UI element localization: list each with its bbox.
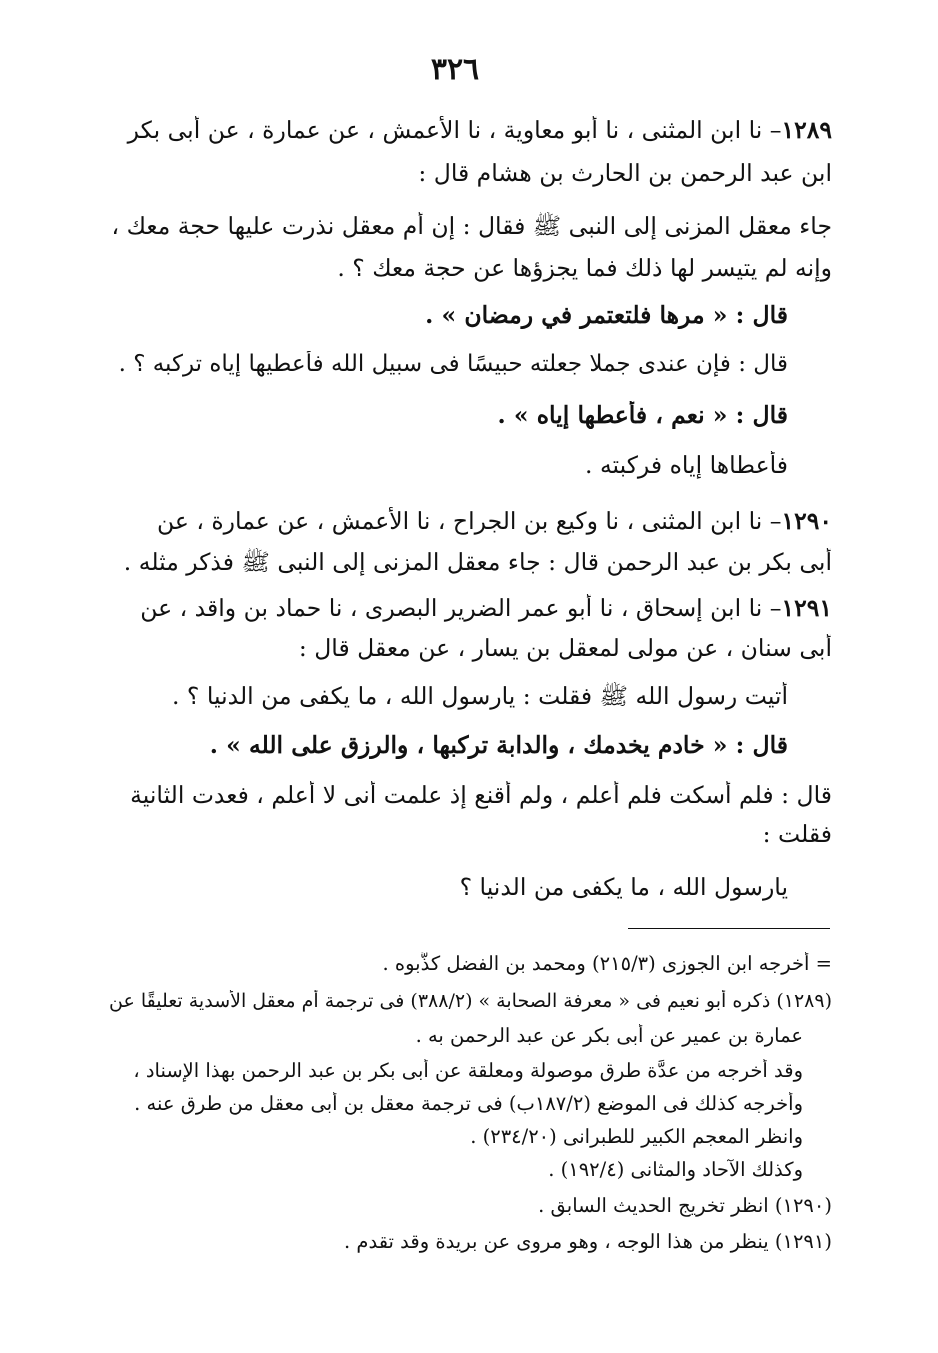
footnote-line-2: (١٢٨٩) ذكره أبو نعيم فى « معرفة الصحابة » (٣٨٨/٢) فى ترجمة أم معقل الأسدية تعليقًا عن — [108, 990, 832, 1012]
hadith-1289-line-7: قال : « نعم ، فأعطها إياه » . — [497, 401, 788, 429]
hadith-1291-line-3: أتيت رسول الله ﷺ فقلت : يارسول الله ، ما يكفى من الدنيا ؟ . — [171, 682, 788, 710]
footnote-line-1: = أخرجه ابن الجوزى (٢١٥/٣) ومحمد بن الفضل كذَّبوه . — [382, 952, 832, 975]
hadith-text: – نا ابن المثنى ، نا وكيع بن الجراح ، نا الأعمش ، عن عمارة ، عن — [156, 507, 782, 535]
footnote-line-6: وانظر المعجم الكبير للطبرانى (٢٣٤/٢٠) . — [470, 1125, 803, 1148]
hadith-number: ١٢٨٩ — [781, 116, 832, 144]
page-number: ٣٢٦ — [430, 52, 480, 87]
footnote-line-3: عمارة بن عمير عن أبى بكر عن عبد الرحمن به . — [415, 1024, 803, 1047]
hadith-1291-line-1 — [112, 594, 832, 622]
hadith-text: – نا ابن المثنى ، نا أبو معاوية ، نا الأعمش ، عن عمارة ، عن أبى بكر — [127, 116, 782, 144]
footnote-line-9: (١٢٩١) ينظر من هذا الوجه ، وهو مروى عن بريدة وقد تقدم . — [343, 1230, 832, 1253]
hadith-number: ١٢٩٠ — [781, 507, 832, 535]
footnote-line-8: (١٢٩٠) انظر تخريج الحديث السابق . — [538, 1194, 832, 1217]
hadith-1290-line-2: أبى بكر بن عبد الرحمن قال : جاء معقل المزنى إلى النبى ﷺ فذكر مثله . — [123, 548, 832, 576]
hadith-1290-line-1 — [112, 507, 832, 535]
hadith-1291-line-7: يارسول الله ، ما يكفى من الدنيا ؟ — [459, 873, 788, 901]
footnote-line-5: وأخرجه كذلك فى الموضع (١٨٧/٢ب) فى ترجمة معقل بن أبى معقل من طرق عنه . — [134, 1092, 803, 1115]
hadith-1289-line-2: ابن عبد الرحمن بن الحارث بن هشام قال : — [418, 159, 832, 187]
footnote-divider — [628, 928, 830, 929]
footnote-line-4: وقد أخرجه من عدَّة طرق موصولة ومعلقة عن أبى بكر بن عبد الرحمن بهذا الإسناد ، — [133, 1059, 803, 1082]
hadith-1291-line-4: قال : « خادم يخدمك ، والدابة تركبها ، والرزق على الله » . — [209, 731, 788, 759]
hadith-text: – نا ابن إسحاق ، نا أبو عمر الضرير البصرى ، نا حماد بن واقد ، عن — [140, 594, 782, 622]
hadith-1289-line-4: وإنه لم يتيسر لها ذلك فما يجزؤها عن حجة معك ؟ . — [337, 254, 832, 282]
hadith-1291-line-2: أبى سنان ، عن مولى لمعقل بن يسار ، عن معقل قال : — [298, 634, 832, 662]
hadith-1289-line-3: جاء معقل المزنى إلى النبى ﷺ فقال : إن أم معقل نذرت عليها حجة معك ، — [112, 212, 832, 240]
hadith-1291-line-6: فقلت : — [762, 820, 832, 848]
footnote-line-7: وكذلك الآحاد والمثانى (١٩٢/٤) . — [548, 1158, 803, 1181]
hadith-1289-line-8: فأعطاها إياه فركبته . — [585, 451, 788, 479]
hadith-1289-line-5: قال : « مرها فلتعتمر في رمضان » . — [425, 301, 788, 329]
hadith-1291-line-5: قال : فلم أسكت فلم أعلم ، ولم أقنع إذ علمت أنى لا أعلم ، فعدت الثانية — [130, 781, 832, 809]
hadith-number: ١٢٩١ — [781, 594, 832, 622]
hadith-1289-line-6: قال : فإن عندى جملا جعلته حبيسًا فى سبيل الله فأعطيها إياه تركبه ؟ . — [118, 351, 788, 377]
hadith-1289-line-1 — [112, 116, 832, 144]
